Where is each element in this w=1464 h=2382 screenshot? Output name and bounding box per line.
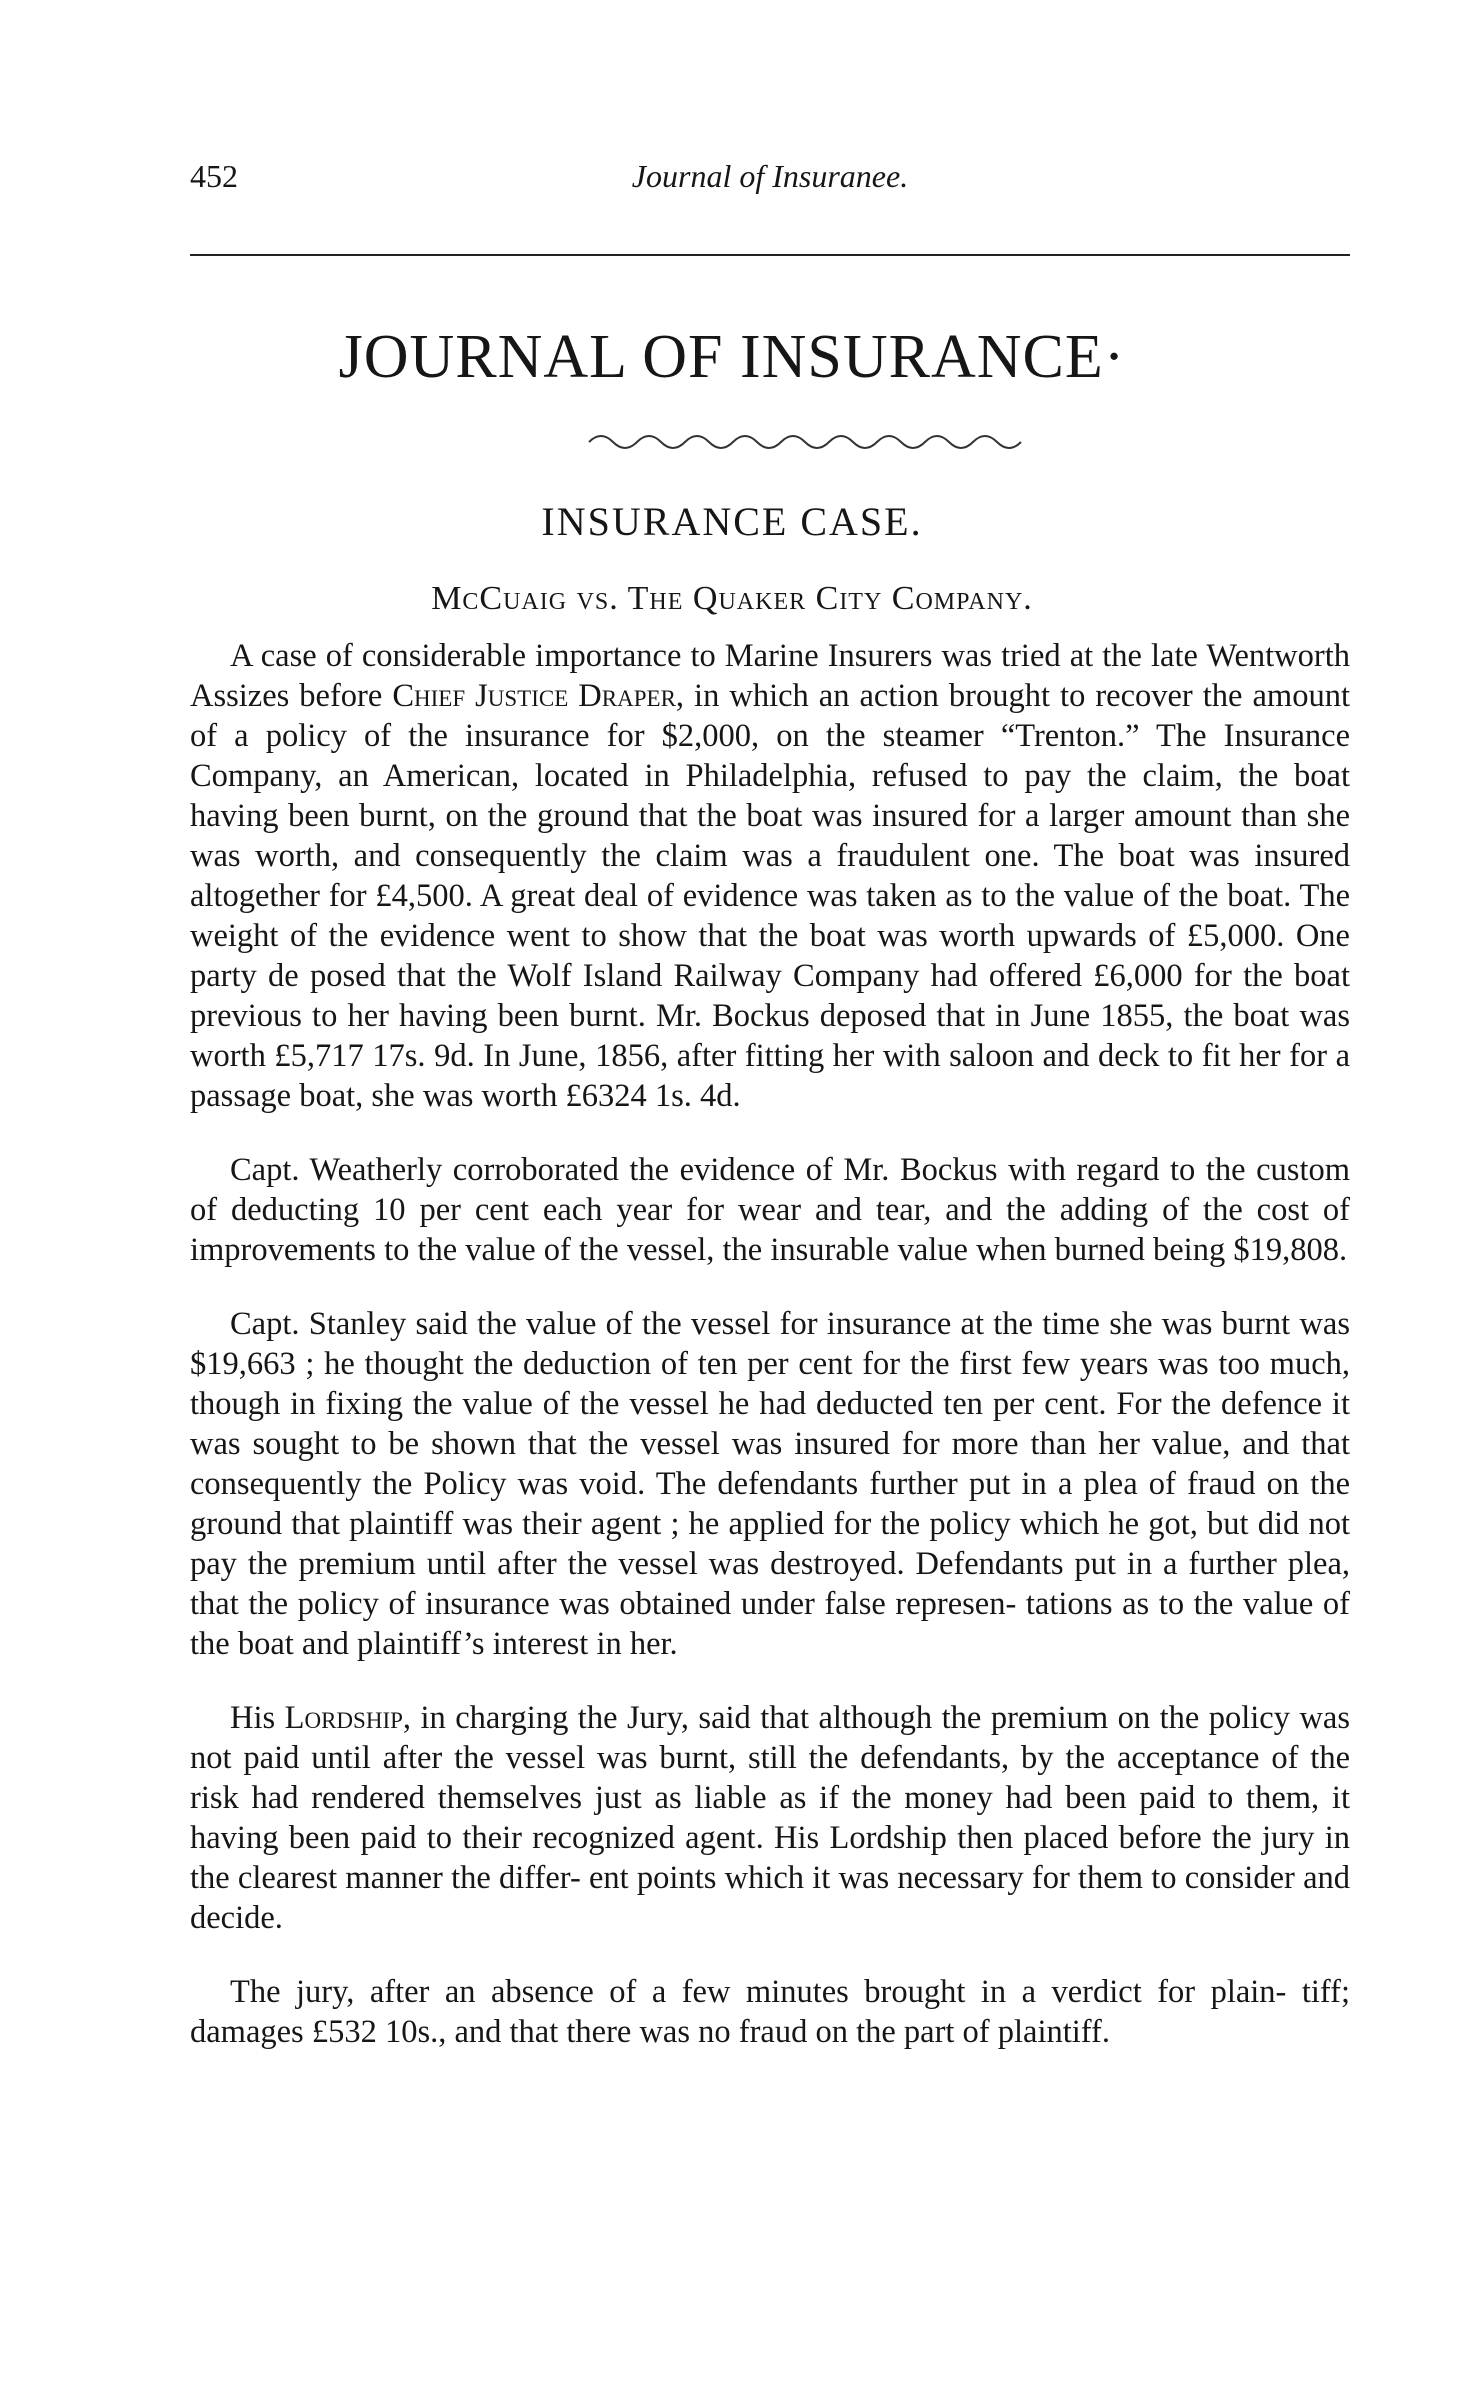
text-segment: , in which an action brought to recover the amount of a policy of the insurance for $2,000, on the steamer “Trenton.” The Insurance Company, an American, located in Philadelphia, refused to pay the claim, the boat having been burnt, on the ground that the boat was insured for a larger amount than she was worth, and consequently the claim was a fraudulent one. The boat was insured altogether for £4,500. A great deal of evidence was taken as to the value of the boat. The weight of the evidence went to show that the boat was worth upwards of £5,000. One party de posed that the Wolf Island Railway Company had offered £6,000 for the boat previous to her having been burnt. Mr. Bockus deposed that in June 1855, the boat was worth £5,717 17s. 9d. In June, 1856, after fitting her with saloon and deck to fit her for a passage boat, she was worth £6324 1s. 4d. [190,678,1350,1114]
paragraph [190,1150,1350,1270]
article-body [190,636,1350,2086]
paragraph [190,1698,1350,1938]
running-title: Journal of Insuranee. [631,158,909,194]
text-segment: Capt. Weatherly corroborated the evidence of Mr. Bockus with regard to the custom of deducting 10 per cent each year for wear and tear, and the adding of the cost of improvements to the value of the vessel, the insurable value when burned being $19,808. [190,1152,1350,1268]
text-segment: The jury, after an absence of a few minutes brought in a verdict for plain- tiff; damages £532 10s., and that there was no fraud on the part of plaintiff. [190,1974,1350,2050]
page-number: 452 [190,158,238,194]
case-title: McCuaig vs. The Quaker City Company. [431,580,1033,617]
lordship-title: Lordship [284,1700,403,1736]
section-title: INSURANCE CASE. [541,499,923,544]
paragraph [190,636,1350,1116]
paragraph [190,1304,1350,1664]
text-segment: A case of considerable importance to Marine Insurers was tried at the late Wentworth Assizes before [190,638,1350,714]
journal-title: JOURNAL OF INSURANCE· [338,323,1126,391]
header-rule [190,254,1350,256]
judge-name: Chief Justice Draper [392,678,676,714]
text-segment: His [230,1700,285,1736]
running-head [190,158,1350,206]
text-segment: Capt. Stanley said the value of the vessel for insurance at the time she was burnt was $19,663 ; he thought the deduction of ten per cent for the first few years was too much, though in fixing the value of the vessel he had deducted ten per cent. For the defence it was sought to be shown that the vessel was insured for more than her value, and that consequently the Policy was void. The defendants further put in a plea of fraud on the ground that plaintiff was their agent ; he applied for the policy which he got, but did not pay the premium until after the vessel was destroyed. Defendants put in a further plea, that the policy of insurance was obtained under false represen- tations as to the value of the boat and plaintiff’s interest in her. [190,1306,1350,1662]
text-segment: , in charging the Jury, said that although the premium on the policy was not paid until after the vessel was burnt, still the defendants, by the acceptance of the risk had rendered themselves just as liable as if the money had been paid to them, it having been paid to their recognized agent. His Lordship then placed before the jury in the clearest manner the differ- ent points which it was necessary for them to consider and decide. [190,1700,1350,1936]
wavy-ornament-icon [585,428,1025,458]
paragraph [190,1972,1350,2052]
